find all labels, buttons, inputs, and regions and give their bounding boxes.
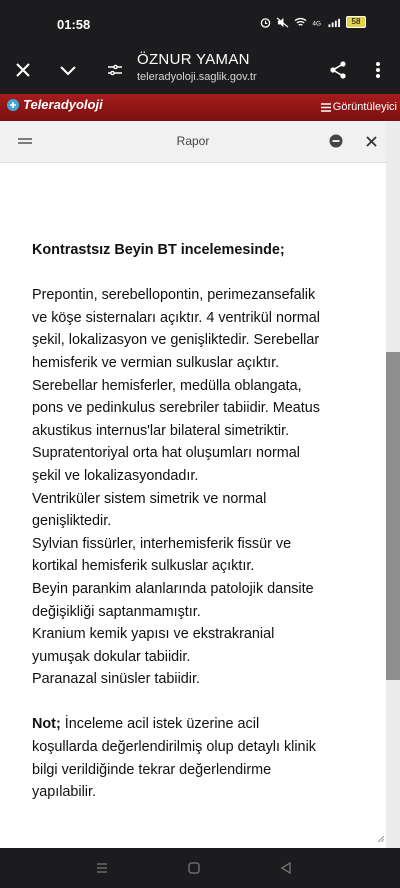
report-line: Prepontin, serebellopontin, perimezansefalik: [32, 287, 316, 304]
recents-button[interactable]: [92, 860, 112, 876]
recents-icon: [96, 862, 108, 874]
site-logo[interactable]: [6, 97, 103, 112]
mute-icon: [276, 17, 289, 28]
report-line: şekil ve lokalizasyondadır.: [32, 467, 199, 484]
more-vert-icon: [375, 61, 381, 79]
more-options-button[interactable]: [362, 54, 394, 86]
note-label: Not;: [32, 716, 61, 733]
browser-toolbar: [0, 46, 400, 94]
report-line: Paranazal sinüsler tabiidir.: [32, 671, 200, 688]
report-line: Ventriküler sistem simetrik ve normal: [32, 490, 267, 507]
chevron-down-icon: [59, 61, 77, 79]
alarm-icon: [260, 17, 271, 28]
report-line: Beyin parankim alanlarında patolojik dansite: [32, 580, 314, 597]
report-note-line: yapılabilir.: [32, 784, 96, 801]
report-line: kortikal hemisferik sulkuslar açıktır.: [32, 558, 255, 575]
share-button[interactable]: [322, 54, 354, 86]
report-panel: [0, 121, 386, 848]
minus-circle-icon: [329, 134, 343, 148]
hamburger-icon: [321, 103, 331, 112]
report-line: hemisferik ve vermian sulkuslar açıktır.: [32, 354, 280, 371]
status-icons: [260, 16, 366, 28]
minimize-panel-button[interactable]: [324, 129, 348, 153]
report-panel-header: [0, 121, 386, 163]
report-line: şekil, lokalizasyon ve genişliktedir. Serebellar: [32, 332, 320, 349]
resize-grip-icon[interactable]: [378, 836, 384, 842]
close-tab-button[interactable]: [7, 54, 39, 86]
home-button[interactable]: [184, 860, 204, 876]
report-line: Kranium kemik yapısı ve ekstrakranial: [32, 626, 275, 643]
report-note-line: bilgi verildiğinde tekrar değerlendirme: [32, 761, 272, 778]
logo-icon: [6, 98, 20, 112]
report-line: ve köşe sisternaları açıktır. 4 ventrikül normal: [32, 309, 320, 326]
share-icon: [328, 60, 348, 80]
page-settings-icon: [106, 61, 124, 79]
report-line: pons ve pedinkulus serebriler tabiidir. Meatus: [32, 400, 320, 417]
site-logo-text: Teleradyoloji: [23, 97, 103, 112]
report-line: akustikus internus'lar bilateral simetriktir.: [32, 422, 290, 439]
close-icon: [366, 136, 377, 147]
site-header: [0, 94, 400, 121]
minimize-tab-button[interactable]: [52, 54, 84, 86]
scrollbar-thumb[interactable]: [386, 352, 400, 680]
back-button[interactable]: [276, 860, 296, 876]
report-panel-title: Rapor: [176, 134, 210, 148]
svg-text:4G: 4G: [312, 19, 321, 27]
close-icon: [14, 61, 32, 79]
report-note-line: koşullarda değerlendirilmiş olup detaylı klinik: [32, 739, 316, 756]
report-note: [32, 713, 372, 736]
status-time: 01:58: [57, 17, 91, 32]
signal-icon: [327, 17, 341, 28]
report-line: genişliktedir.: [32, 513, 112, 530]
report-heading: Kontrastsız Beyin BT incelemesinde;: [32, 242, 285, 258]
report-line: değişikliği saptanmamıştır.: [32, 603, 201, 620]
viewer-menu-button[interactable]: [321, 101, 397, 113]
back-icon: [280, 862, 292, 874]
close-panel-button[interactable]: [359, 129, 383, 153]
home-icon: [188, 862, 200, 874]
battery-level: 58: [351, 17, 361, 26]
page-settings-button[interactable]: [99, 54, 131, 86]
page-url[interactable]: teleradyoloji.saglik.gov.tr: [137, 71, 257, 83]
report-line: Serebellar hemisferler, medülla oblangata,: [32, 377, 302, 394]
report-line: yumuşak dokular tabiidir.: [32, 648, 191, 665]
report-body: [32, 239, 372, 804]
volte-icon: [312, 17, 322, 28]
status-bar: [0, 0, 400, 46]
system-nav-bar: [0, 848, 400, 888]
page-title: ÖZNUR YAMAN: [137, 51, 250, 68]
note-text: İnceleme acil istek üzerine acil: [60, 716, 260, 733]
report-line: Sylvian fissürler, interhemisferik fissür ve: [32, 535, 292, 552]
report-line: Supratentoriyal orta hat oluşumları normal: [32, 445, 300, 462]
battery-icon: [346, 16, 366, 28]
viewer-label: Görüntüleyici: [332, 101, 397, 113]
wifi-icon: [294, 17, 307, 28]
